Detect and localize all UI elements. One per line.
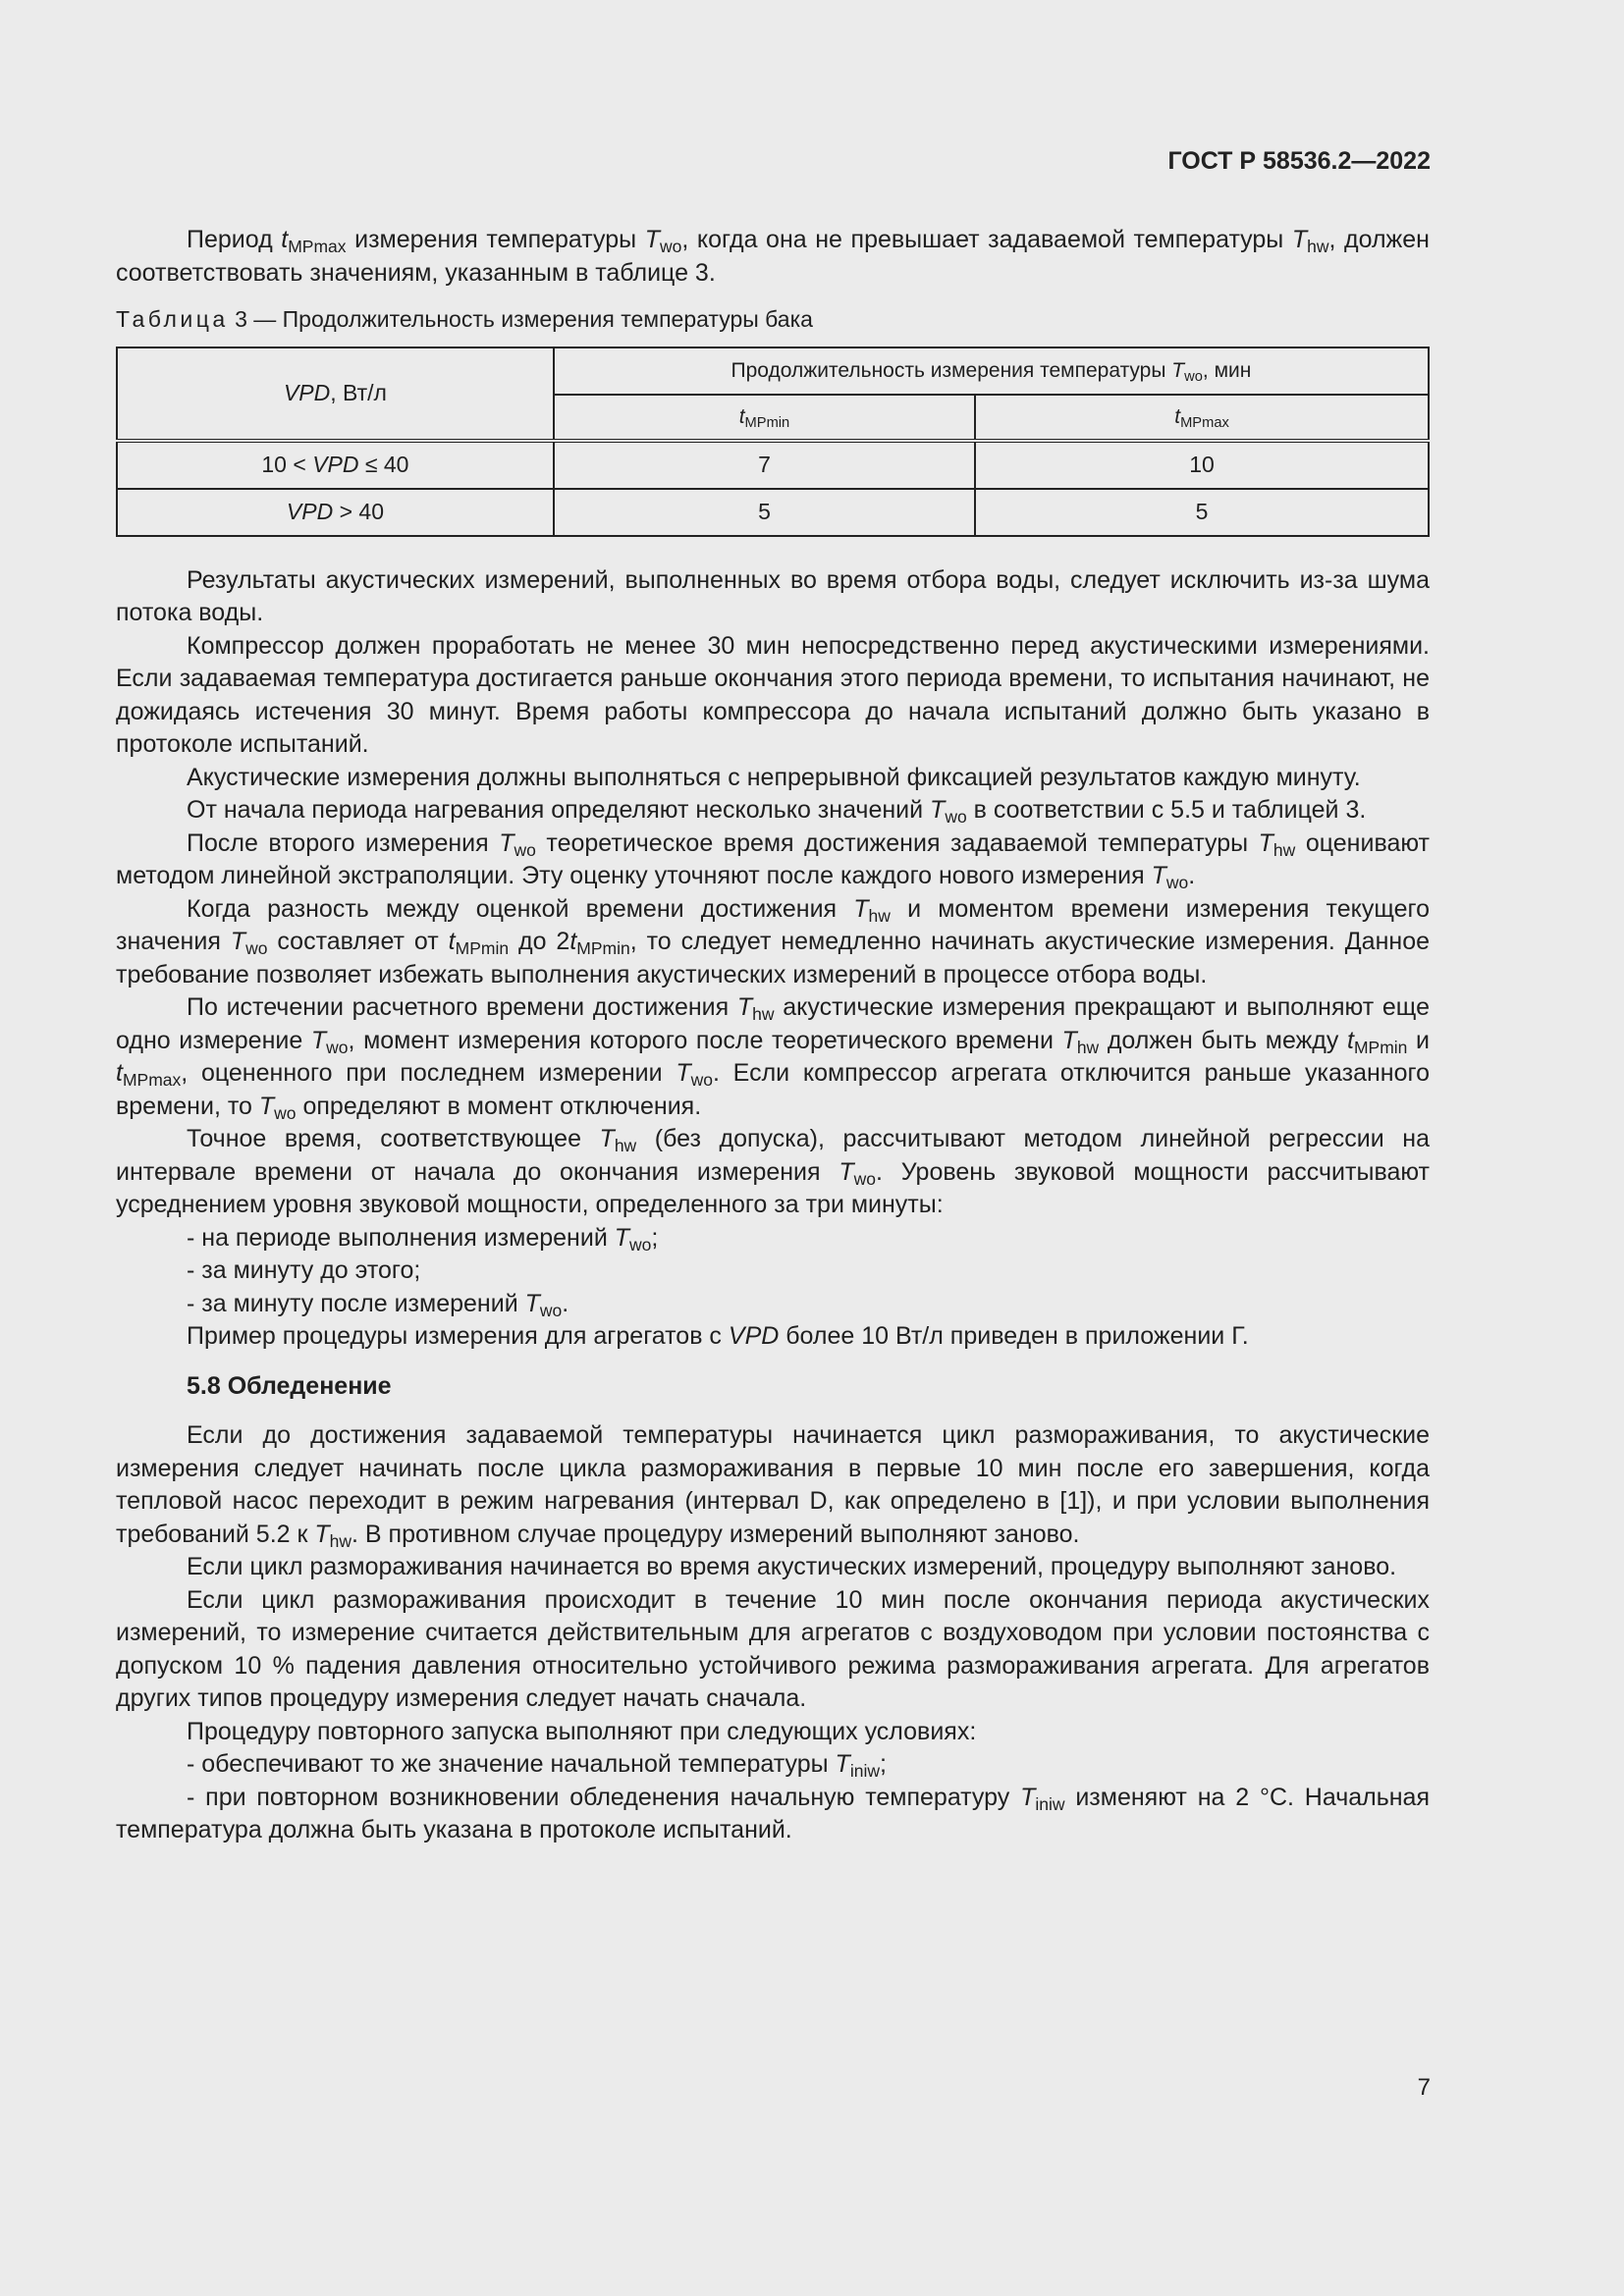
- column-header-vpd: VPD, Вт/л: [117, 347, 554, 441]
- paragraph: Точное время, соответствующее $T_{hw}$ (без допуска), рассчитывают методом линейной регрессии на интервале времени от начала до окончания измерения $T_{wo}$. Уровень звуковой мощности рассчитывают усреднением уровня звуковой мощности, определенного за три минуты:: [116, 1125, 1430, 1218]
- document-id-header: ГОСТ Р 58536.2—2022: [1167, 147, 1431, 175]
- section-heading: 5.8 Обледенение: [187, 1371, 392, 1400]
- cell-tmin: 7: [554, 441, 975, 489]
- paragraph: Компрессор должен проработать не менее 30 мин непосредственно перед акустическими измерениями. Если задаваемая температура достигается раньше окончания этого периода времени, то испытания начинают, не дожидаясь истечения 30 минут. Время работы компрессора до начала испытаний должно быть указано в протоколе испытаний.: [116, 631, 1430, 758]
- paragraph: Акустические измерения должны выполняться с непрерывной фиксацией результатов каждую минуту.: [187, 763, 1361, 791]
- table-row: [117, 441, 1429, 489]
- cell-tmax: 5: [975, 489, 1429, 536]
- paragraph: Если цикл размораживания происходит в течение 10 мин после окончания периода акустических измерений, то измерение считается действительным для агрегатов с воздуховодом при условии постоянства с допуском 10 % падения давления относительно устойчивого режима размораживания агрегата. Для агрегатов других типов процедуру измерения следует начать сначала.: [116, 1585, 1430, 1712]
- column-header-tmax: $t_{MPmax}$: [975, 395, 1429, 441]
- cell-tmax: 10: [975, 441, 1429, 489]
- column-header-tmin: $t_{MPmin}$: [554, 395, 975, 441]
- table-row: [117, 489, 1429, 536]
- row-label: 10 < VPD ≤ 40: [117, 441, 554, 489]
- list-item: - при повторном возникновении обледенения начальную температуру $T_{iniw}$ изменяют на 2 °С. Начальная температура должна быть указана в протоколе испытаний.: [116, 1783, 1430, 1843]
- duration-table: [116, 347, 1430, 537]
- page-body: [116, 224, 1430, 1847]
- paragraph: Когда разность между оценкой времени достижения $T_{hw}$ и моментом времени измерения текущего значения $T_{wo}$ составляет от $t_{MPmin}$ до $2t_{MPmin}$, то следует немедленно начинать акустические измерения. Данное требование позволяет избежать выполнения акустических измерений в процессе отбора воды.: [116, 894, 1431, 988]
- paragraph: Процедуру повторного запуска выполняют при следующих условиях:: [187, 1717, 977, 1745]
- paragraph: Пример процедуры измерения для агрегатов с VPD более 10 Вт/л приведен в приложении Г.: [187, 1322, 1249, 1350]
- column-group-header: Продолжительность измерения температуры $T_{wo}$, мин: [554, 347, 1429, 395]
- paragraph: Если до достижения задаваемой температуры начинается цикл размораживания, то акустические измерения следует начинать после цикла размораживания в первые 10 мин после его завершения, когда тепловой насос переходит в режим нагревания (интервал D, как определено в [1]), и при условии выполнения требований 5.2 к $T_{hw}$. В противном случае процедуру измерений выполняют заново.: [116, 1421, 1430, 1551]
- list-item: - за минуту до этого;: [187, 1256, 421, 1284]
- paragraph: По истечении расчетного времени достижения $T_{hw}$ акустические измерения прекращают и выполняют еще одно измерение $T_{wo}$, момент измерения которого после теоретического времени $T_{hw}$ должен быть между $t_{MPmin}$ и $t_{MPmax}$, оцененного при последнем измерении $T_{wo}$. Если компрессор агрегата отключится раньше указанного времени, то $T_{wo}$ определяют в момент отключения.: [116, 993, 1430, 1123]
- page-number: 7: [1417, 2074, 1431, 2101]
- table-caption: Таблица 3 — Продолжительность измерения температуры бака: [116, 306, 813, 332]
- row-label: VPD > 40: [117, 489, 554, 536]
- paragraph: После второго измерения $T_{wo}$ теоретическое время достижения задаваемой температуры $T_{hw}$ оценивают методом линейной экстраполяции. Эту оценку уточняют после каждого нового измерения $T_{wo}$.: [116, 828, 1430, 892]
- paragraph: От начала периода нагревания определяют несколько значений $T_{wo}$ в соответствии с 5.5 и таблицей 3.: [187, 796, 1367, 827]
- cell-tmin: 5: [554, 489, 975, 536]
- list-item: - за минуту после измерений $T_{wo}$.: [187, 1289, 569, 1320]
- list-item: - на периоде выполнения измерений $T_{wo}$;: [187, 1223, 659, 1255]
- paragraph: Если цикл размораживания начинается во время акустических измерений, процедуру выполняют заново.: [187, 1553, 1397, 1580]
- intro-paragraph: Период $t_{MPmax}$ измерения температуры $T_{wo}$, когда она не превышает задаваемой температуры $T_{hw}$, должен соответствовать значениям, указанным в таблице 3.: [116, 226, 1430, 287]
- list-item: - обеспечивают то же значение начальной температуры $T_{iniw}$;: [187, 1750, 887, 1781]
- paragraph: Результаты акустических измерений, выполненных во время отбора воды, следует исключить из-за шума потока воды.: [116, 565, 1430, 626]
